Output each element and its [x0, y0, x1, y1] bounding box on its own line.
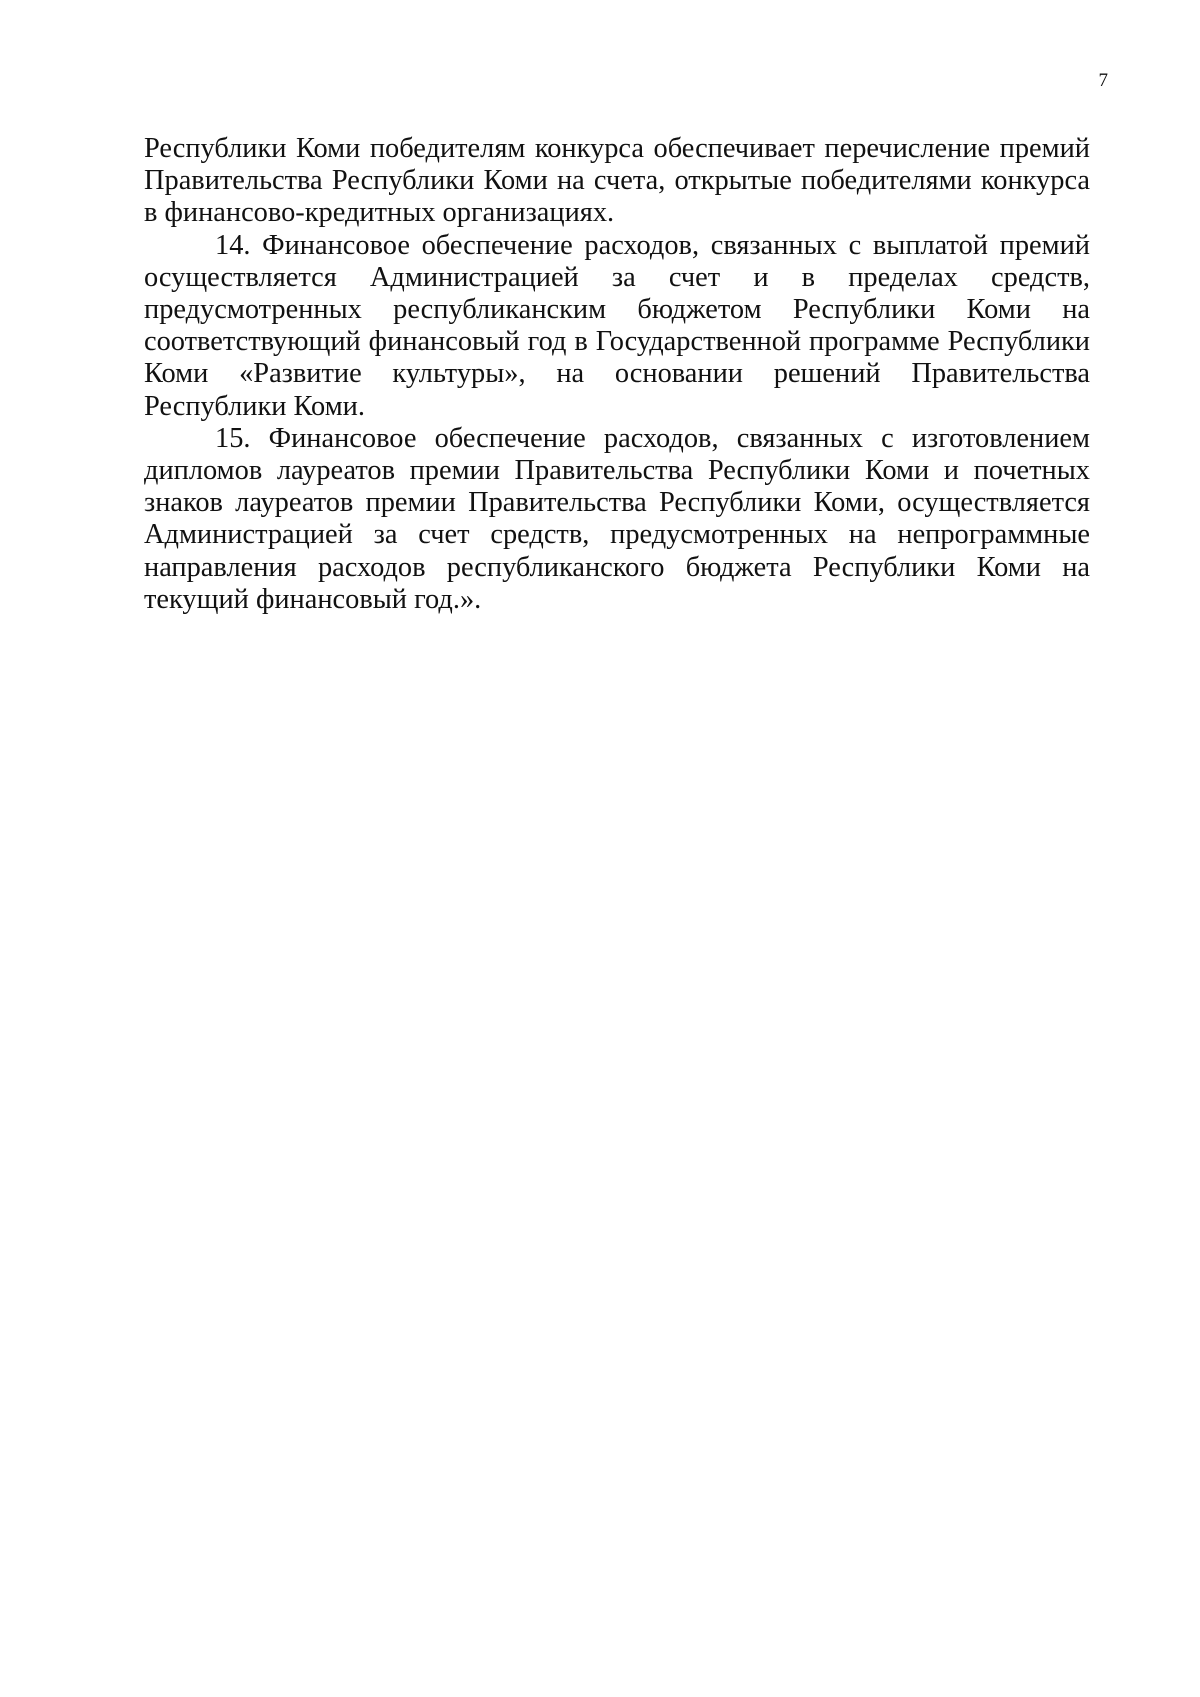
page-number: 7: [1098, 70, 1108, 91]
paragraph-item-14: 14. Финансовое обеспечение расходов, связанных с выплатой премий осуществляется Администрацией за счет и в пределах средств, предусмотренных республиканским бюджетом Республики Коми на соответствующий финансовый год в Государственной программе Республики Коми «Развитие культуры», на основании решений Правительства Республики Коми.: [144, 229, 1090, 422]
document-body: [144, 133, 1090, 616]
paragraph-item-15: 15. Финансовое обеспечение расходов, связанных с изготовлением дипломов лауреатов премии Правительства Республики Коми и почетных знаков лауреатов премии Правительства Республики Коми, осуществляется Администрацией за счет средств, предусмотренных на непрограммные направления расходов республиканского бюджета Республики Коми на текущий финансовый год.».: [144, 422, 1090, 615]
paragraph-continuation: Республики Коми победителям конкурса обеспечивает перечисление премий Правительства Республики Коми на счета, открытые победителями конкурса в финансово-кредитных организациях.: [144, 133, 1090, 229]
